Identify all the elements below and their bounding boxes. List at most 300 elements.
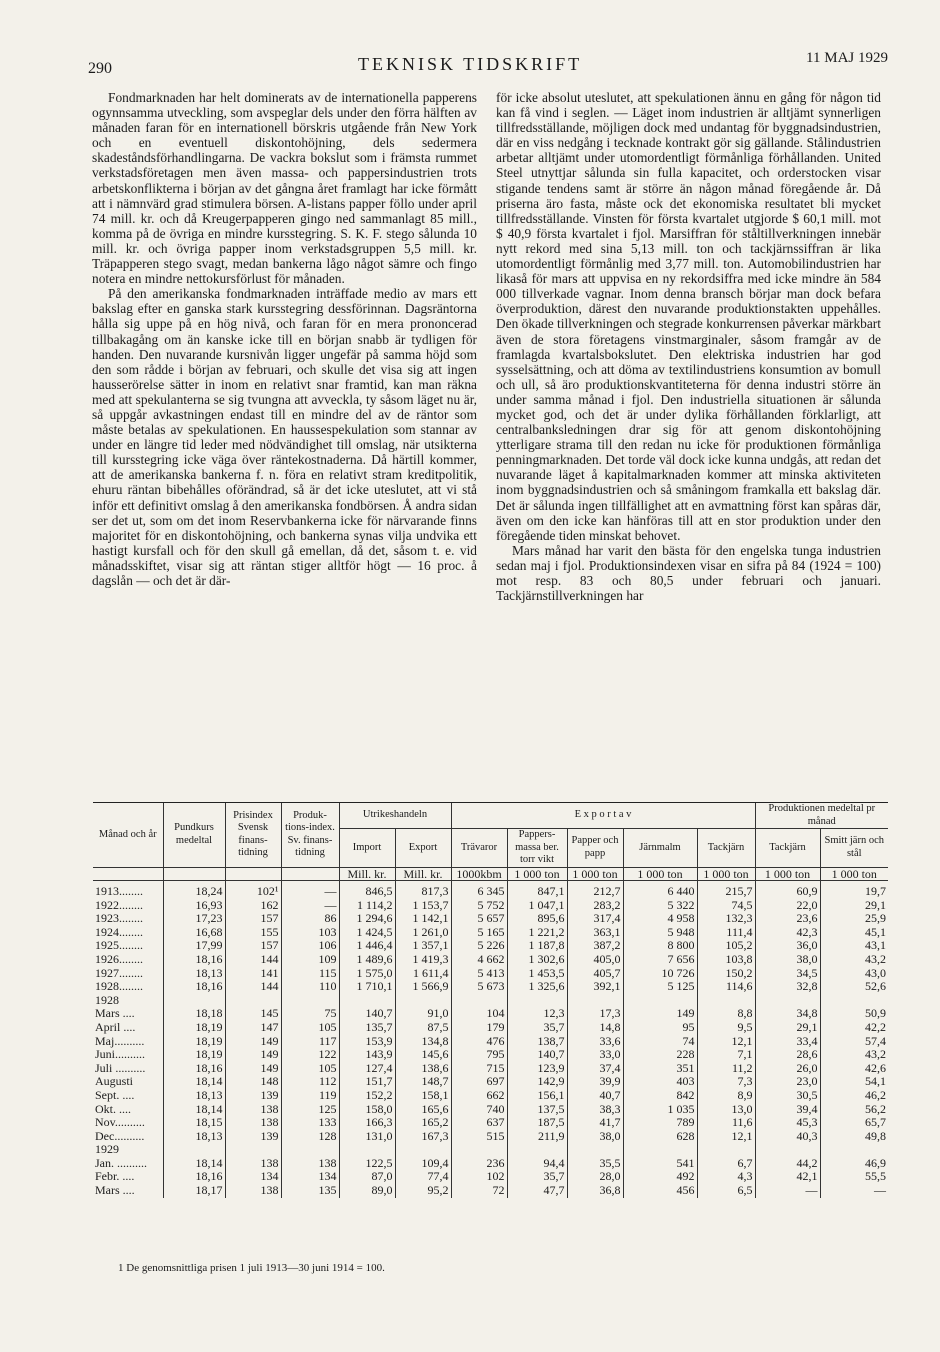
header-wrought-steel: Smitt järn och stål [820,829,888,868]
table-cell: 144 [225,953,281,967]
table-cell: 36,8 [567,1184,623,1198]
table-cell: 41,7 [567,1116,623,1130]
header-export: Export [395,829,451,868]
table-cell: 47,7 [507,1184,567,1198]
table-cell: 137,5 [507,1103,567,1117]
table-cell: 7,3 [697,1075,755,1089]
header-month: Månad och år [93,803,163,868]
table-cell: 45,1 [820,926,888,940]
table-cell: 132,3 [697,912,755,926]
table-cell: 115 [281,967,339,981]
table-cell: 16,68 [163,926,225,940]
table-cell: 26,0 [755,1062,820,1076]
table-cell: 134,8 [395,1035,451,1049]
row-label: 1928........ [95,979,143,994]
table-cell: 795 [451,1048,507,1062]
table-cell: 18,24 [163,881,225,899]
table-cell: 39,4 [755,1103,820,1117]
table-cell: 29,1 [820,899,888,913]
table-cell: 1 187,8 [507,939,567,953]
table-cell: 6 345 [451,881,507,899]
table-cell: 18,14 [163,1157,225,1171]
header-price-index: Prisindex Svensk finans-tidning [225,803,281,868]
table-cell: 149 [623,1007,697,1021]
table-row [93,1021,888,1035]
row-label: 1929 [95,1142,119,1157]
table-row [93,926,888,940]
table-cell: 91,0 [395,1007,451,1021]
table-cell: 405,7 [567,967,623,981]
table-cell: 1 357,1 [395,939,451,953]
table-cell: 740 [451,1103,507,1117]
table-cell: 52,6 [820,980,888,994]
table-cell: 142,9 [507,1075,567,1089]
paragraph: Fondmarknaden har helt dominerats av de internationella papperens ogynnsamma utveckling, som avspeglar dels under den förra hälften av månaden faran för en internationell börskris utgående från New York och en eventuell diskontohöjning, dels sedermera skadeståndsförhandlingarna. De vackra bokslut som i främsta rummet verkstadsföretagen men även massa- och pappersindustrien trots arbetskonflikterna i början av det gångna året framlagt har icke förmått att i nämnvärd grad stimulera börsen. A-listans papper föllo under april 74 mill. kr. och då Kreugerpapperen gingo ned sammanlagt 85 mill., komma på de övriga en mindre kursstegring. S. K. F. stego sålunda 10 mill. kr. och övriga papper inom verkstadsgruppen 5,5 mill. kr. Träpapperen stego svagt, medan bankerna lågo något sämre och fingo notera en mindre nettokursförlust för månaden. [92,90,477,287]
table-cell: 392,1 [567,980,623,994]
table-cell: 28,0 [567,1170,623,1184]
table-row [93,1130,888,1144]
table-cell [623,994,697,1008]
table-cell: 148 [225,1075,281,1089]
table-cell: 16,93 [163,899,225,913]
header-pound: Pundkurs medeltal [163,803,225,868]
table-cell: 17,23 [163,912,225,926]
left-column [92,90,477,588]
table-cell: 17,3 [567,1007,623,1021]
table-cell: 109 [281,953,339,967]
unit-cell: 1 000 ton [755,867,820,881]
table-cell [395,1143,451,1157]
table-cell: 122 [281,1048,339,1062]
table-cell: 7 656 [623,953,697,967]
table-cell: 14,8 [567,1021,623,1035]
table-cell [567,1143,623,1157]
table-cell: 95,2 [395,1184,451,1198]
table-cell [281,994,339,1008]
table-cell: 87,5 [395,1021,451,1035]
table-cell: 75 [281,1007,339,1021]
table-cell: 36,0 [755,939,820,953]
table-cell: 72 [451,1184,507,1198]
table-cell: 152,2 [339,1089,395,1103]
row-label: Mars .... [95,1006,135,1021]
table-cell: 23,0 [755,1075,820,1089]
table-cell [451,1143,507,1157]
table-cell: 128 [281,1130,339,1144]
table-cell: 19,7 [820,881,888,899]
table-cell: 1 294,6 [339,912,395,926]
table-row [93,953,888,967]
statistics-table [93,802,888,1198]
table-cell: 60,9 [755,881,820,899]
table-cell: 39,9 [567,1075,623,1089]
table-cell: 215,7 [697,881,755,899]
table-cell: 89,0 [339,1184,395,1198]
table-cell: 33,6 [567,1035,623,1049]
row-label: 1928 [95,992,119,1007]
unit-cell [163,867,225,881]
table-cell: 28,6 [755,1048,820,1062]
table-cell: 541 [623,1157,697,1171]
table-cell: 145,6 [395,1048,451,1062]
table-cell: 5 322 [623,899,697,913]
table-cell [451,994,507,1008]
table-cell: 65,7 [820,1116,888,1130]
table-cell: 12,1 [697,1130,755,1144]
table-cell [163,994,225,1008]
table-cell: — [820,1184,888,1198]
table-cell: 11,2 [697,1062,755,1076]
table-cell: 476 [451,1035,507,1049]
table-row [93,1103,888,1117]
unit-cell: 1000kbm [451,867,507,881]
table-cell: 122,5 [339,1157,395,1171]
table-cell: 697 [451,1075,507,1089]
row-label: Sept. .... [95,1087,135,1102]
table-cell: 18,15 [163,1116,225,1130]
table-cell: — [281,881,339,899]
table-cell: 187,5 [507,1116,567,1130]
table-cell: 77,4 [395,1170,451,1184]
table-cell: 55,5 [820,1170,888,1184]
table-cell: 123,9 [507,1062,567,1076]
table-cell: 179 [451,1021,507,1035]
table-cell: 5 165 [451,926,507,940]
table-cell: 33,0 [567,1048,623,1062]
unit-cell [281,867,339,881]
table-cell: 363,1 [567,926,623,940]
table-row [93,1007,888,1021]
table-cell: 102¹ [225,881,281,899]
table-cell: 119 [281,1089,339,1103]
table-cell: 7,1 [697,1048,755,1062]
table-cell: 18,18 [163,1007,225,1021]
table-row [93,1035,888,1049]
table-row [93,881,888,899]
table-row [93,994,888,1008]
table-cell: 5 226 [451,939,507,953]
table-cell: 43,0 [820,967,888,981]
table-row [93,1157,888,1171]
table-cell: 149 [225,1048,281,1062]
header-production: Produktionen medeltal pr månad [755,803,888,829]
table-cell [623,1143,697,1157]
table-cell [225,1143,281,1157]
table-cell [225,994,281,1008]
table-cell: 29,1 [755,1021,820,1035]
table-row [93,1143,888,1157]
row-label: 1913........ [95,884,143,898]
table-cell: 1 575,0 [339,967,395,981]
table-body [93,881,888,1198]
unit-cell [93,867,163,881]
table-cell: 5 673 [451,980,507,994]
table-row [93,1062,888,1076]
table-cell: 18,16 [163,953,225,967]
header-foreign-trade: Utrikeshandeln [339,803,451,829]
table-cell: 212,7 [567,881,623,899]
table-cell: 8 800 [623,939,697,953]
table-cell: 13,0 [697,1103,755,1117]
table-cell: 1 489,6 [339,953,395,967]
table-cell: 40,3 [755,1130,820,1144]
table-cell: 662 [451,1089,507,1103]
row-label: Augusti [95,1074,134,1089]
table-cell: 134 [225,1170,281,1184]
table-cell: 167,3 [395,1130,451,1144]
table-cell: 1 419,3 [395,953,451,967]
table-cell: 57,4 [820,1035,888,1049]
table-cell: 283,2 [567,899,623,913]
table-cell: 94,4 [507,1157,567,1171]
table-cell: 148,7 [395,1075,451,1089]
table-cell: 18,14 [163,1075,225,1089]
table-cell: 715 [451,1062,507,1076]
table-row [93,1116,888,1130]
table-cell: 1 047,1 [507,899,567,913]
table-cell: 30,5 [755,1089,820,1103]
page-header [88,48,888,78]
table-cell: 317,4 [567,912,623,926]
table-cell: 158,1 [395,1089,451,1103]
table-cell: 1 302,6 [507,953,567,967]
table-cell: 817,3 [395,881,451,899]
table-cell: 25,9 [820,912,888,926]
unit-cell: 1 000 ton [567,867,623,881]
table-cell: 33,4 [755,1035,820,1049]
table-cell [697,994,755,1008]
table-cell: 37,4 [567,1062,623,1076]
table-cell: 789 [623,1116,697,1130]
unit-cell: 1 000 ton [697,867,755,881]
table-cell: 12,1 [697,1035,755,1049]
table-row [93,912,888,926]
table-cell: 35,7 [507,1021,567,1035]
table-cell: 32,8 [755,980,820,994]
header-prod-pig-iron: Tackjärn [755,829,820,868]
table-cell: 95 [623,1021,697,1035]
table-cell [339,1143,395,1157]
table-cell: 1 153,7 [395,899,451,913]
table-cell: 139 [225,1130,281,1144]
table-cell: 138 [225,1116,281,1130]
table-cell: 86 [281,912,339,926]
table-cell: 111,4 [697,926,755,940]
table-cell: 18,16 [163,980,225,994]
table-cell: 18,13 [163,1130,225,1144]
table-cell [163,1143,225,1157]
table-cell: 135,7 [339,1021,395,1035]
table-cell: 1 611,4 [395,967,451,981]
table-cell: 456 [623,1184,697,1198]
table-cell: 149 [225,1062,281,1076]
paragraph: Mars månad har varit den bästa för den engelska tunga industrien sedan maj i fjol. Produktionsindexen visar en sifra på 84 (1924 = 100) mot resp. 83 och 80,5 under februari och januari. Tackjärnstillverkningen har [496,542,881,604]
table-cell: 114,6 [697,980,755,994]
table-cell: 34,5 [755,967,820,981]
table-row [93,980,888,994]
table-cell: 46,2 [820,1089,888,1103]
unit-cell: 1 000 ton [507,867,567,881]
table-cell: 18,14 [163,1103,225,1117]
table-cell: 145 [225,1007,281,1021]
table-cell: 87,0 [339,1170,395,1184]
table-cell: 17,99 [163,939,225,953]
table-cell: 18,13 [163,967,225,981]
table-row [93,1048,888,1062]
table-cell [507,1143,567,1157]
row-label: Febr. .... [95,1169,135,1184]
table-cell: 38,0 [755,953,820,967]
table-cell: 138,6 [395,1062,451,1076]
table-cell: 18,19 [163,1035,225,1049]
table-cell: 23,6 [755,912,820,926]
table-cell: 4 958 [623,912,697,926]
header-pig-iron: Tackjärn [697,829,755,868]
table-cell: 157 [225,912,281,926]
table-cell: 6,5 [697,1184,755,1198]
table-cell: 103 [281,926,339,940]
table-cell: 5 413 [451,967,507,981]
row-label: Okt. .... [95,1101,131,1116]
table-cell: 139 [225,1089,281,1103]
table-cell: 138 [225,1103,281,1117]
table-cell: 38,0 [567,1130,623,1144]
table-cell: 45,3 [755,1116,820,1130]
table-cell: 50,9 [820,1007,888,1021]
unit-cell: 1 000 ton [623,867,697,881]
table-cell: — [281,899,339,913]
table-cell: 140,7 [507,1048,567,1062]
table-cell: 6,7 [697,1157,755,1171]
unit-cell [225,867,281,881]
table-cell: 153,9 [339,1035,395,1049]
unit-cell: Mill. kr. [339,867,395,881]
table-cell: 138 [225,1184,281,1198]
table-cell [281,1143,339,1157]
table-cell [395,994,451,1008]
table-cell: 18,17 [163,1184,225,1198]
table-cell: 38,3 [567,1103,623,1117]
row-label: 1927........ [95,965,143,980]
issue-date: 11 MAJ 1929 [806,50,888,66]
row-label: 1922........ [95,897,143,912]
table-cell: 43,2 [820,1048,888,1062]
header-paper: Papper och papp [567,829,623,868]
table-cell: 1 566,9 [395,980,451,994]
footnote: 1 De genomsnittliga prisen 1 juli 1913—30 juni 1914 = 100. [118,1262,385,1274]
table-cell [755,1143,820,1157]
table-cell: 151,7 [339,1075,395,1089]
row-label: Maj.......... [95,1033,145,1048]
table-cell: 1 142,1 [395,912,451,926]
table-cell: 155 [225,926,281,940]
table-cell: 42,2 [820,1021,888,1035]
row-label: 1924........ [95,924,143,939]
table-cell: 166,3 [339,1116,395,1130]
table-cell: 74,5 [697,899,755,913]
table-cell: 54,1 [820,1075,888,1089]
table-cell: 9,5 [697,1021,755,1035]
table-cell: 387,2 [567,939,623,953]
table-cell: 141 [225,967,281,981]
row-label: Mars .... [95,1183,135,1198]
table-cell: 22,0 [755,899,820,913]
table-cell: 8,9 [697,1089,755,1103]
table-cell: 165,6 [395,1103,451,1117]
table-cell: 42,1 [755,1170,820,1184]
table-cell [820,994,888,1008]
table-cell: 405,0 [567,953,623,967]
table-cell: 110 [281,980,339,994]
table-cell: 4 662 [451,953,507,967]
table-cell: 117 [281,1035,339,1049]
table-cell: 5 657 [451,912,507,926]
table-cell: 49,8 [820,1130,888,1144]
table-cell: 492 [623,1170,697,1184]
table-cell: 842 [623,1089,697,1103]
table-cell: 133 [281,1116,339,1130]
table-cell: 895,6 [507,912,567,926]
table-row [93,967,888,981]
table-cell: 104 [451,1007,507,1021]
table-cell: 56,2 [820,1103,888,1117]
table-cell: 637 [451,1116,507,1130]
table-cell: 11,6 [697,1116,755,1130]
table-cell: 44,2 [755,1157,820,1171]
table-cell: 43,2 [820,953,888,967]
row-label: 1923........ [95,911,143,926]
table-cell: 1 453,5 [507,967,567,981]
table-cell: 12,3 [507,1007,567,1021]
table-cell: 135 [281,1184,339,1198]
table-cell [755,994,820,1008]
table-row [93,939,888,953]
table-row [93,899,888,913]
table-cell: 105 [281,1062,339,1076]
page-number: 290 [88,60,112,77]
row-label: Nov.......... [95,1115,145,1130]
table-cell: 1 261,0 [395,926,451,940]
table-cell: 165,2 [395,1116,451,1130]
unit-cell: Mill. kr. [395,867,451,881]
table-cell: 6 440 [623,881,697,899]
table-cell: 18,13 [163,1089,225,1103]
header-export-of: E x p o r t a v [451,803,755,829]
table-cell [820,1143,888,1157]
table-cell: 515 [451,1130,507,1144]
table-cell: 147 [225,1021,281,1035]
table-cell [567,994,623,1008]
table-cell: 351 [623,1062,697,1076]
table-row [93,1089,888,1103]
table-row [93,1170,888,1184]
table-cell: 211,9 [507,1130,567,1144]
table-cell: 138 [281,1157,339,1171]
table-cell: 156,1 [507,1089,567,1103]
table-row [93,1184,888,1198]
table-cell: 150,2 [697,967,755,981]
table-cell: 18,16 [163,1170,225,1184]
table-cell: 5 948 [623,926,697,940]
table-cell: 628 [623,1130,697,1144]
table-cell: 40,7 [567,1089,623,1103]
table-cell: 46,9 [820,1157,888,1171]
row-label: Jan. .......... [95,1155,147,1170]
table-cell: 140,7 [339,1007,395,1021]
table-cell: — [755,1184,820,1198]
table-cell: 846,5 [339,881,395,899]
table-cell: 1 035 [623,1103,697,1117]
